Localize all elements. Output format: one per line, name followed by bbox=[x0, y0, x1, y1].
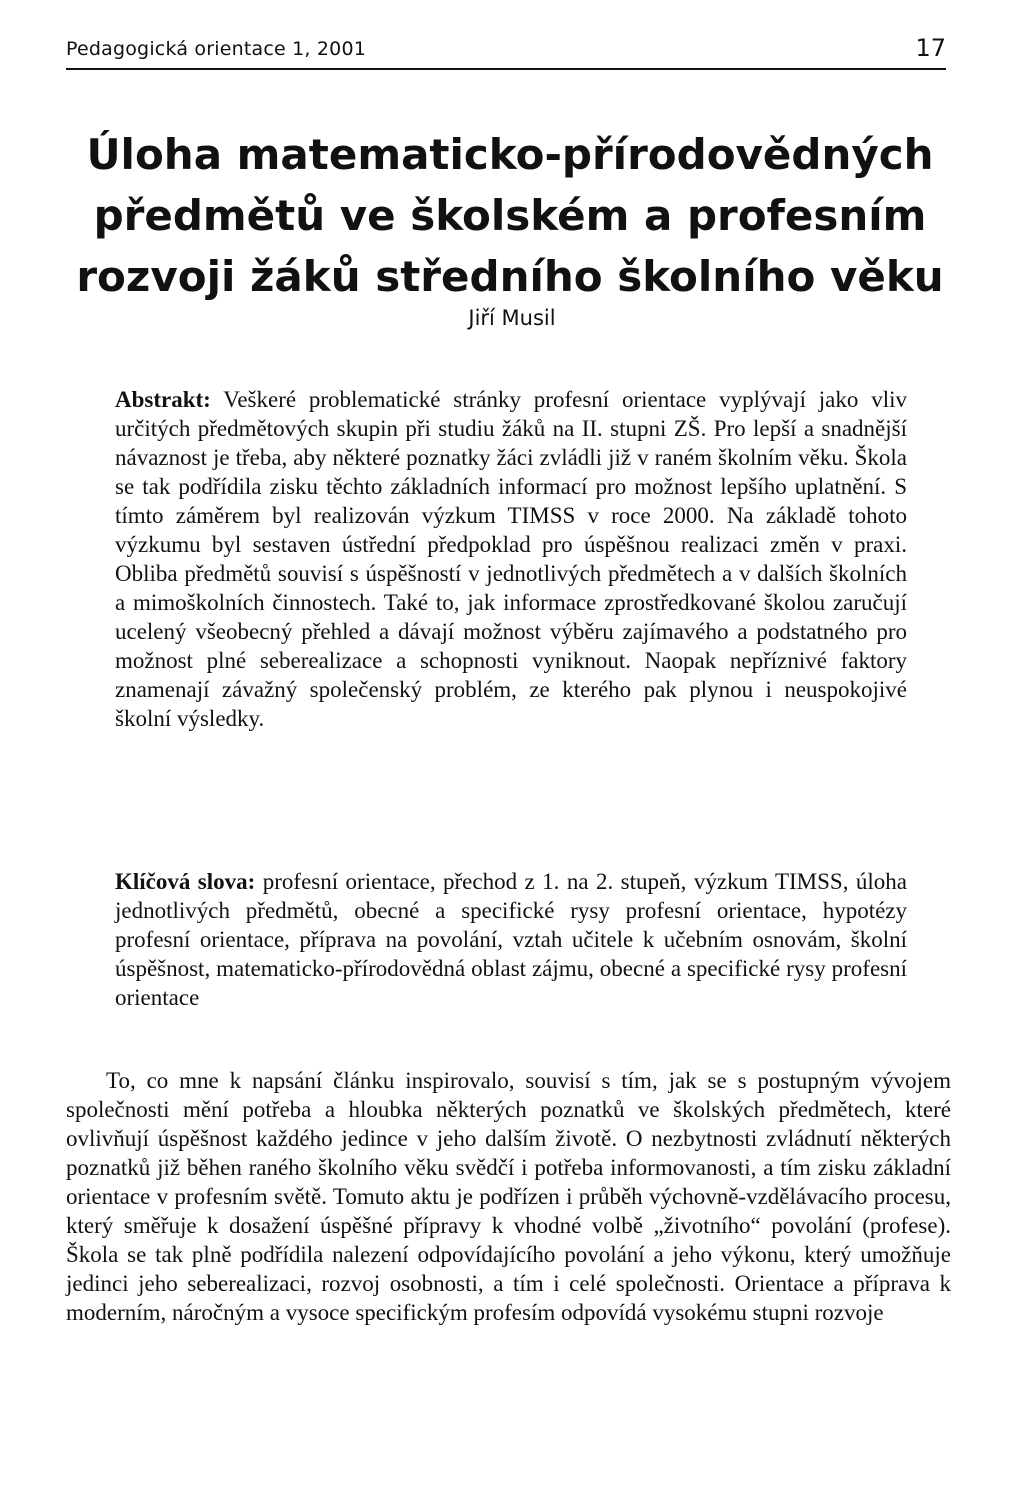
journal-running-title: Pedagogická orientace 1, 2001 bbox=[66, 38, 367, 60]
running-header bbox=[66, 36, 946, 70]
author-name: Jiří Musil bbox=[468, 306, 556, 330]
keywords-label: Klíčová slova: bbox=[115, 869, 256, 894]
article-title: Úloha matematicko-přírodovědných předmětů ve školském a profesním rozvoji žáků středního školního věku bbox=[76, 130, 944, 301]
abstract bbox=[115, 385, 907, 733]
abstract-text: Veškeré problematické stránky profesní orientace vyplývají jako vliv určitých předmětových skupin při studiu žáků na II. stupni ZŠ. Pro lepší a snadnější návaznost je třeba, aby některé poznatky žáci zvládli již v raném školním věku. Škola se tak podřídila zisku těchto základních informací pro možnost lepšího uplatnění. S tímto záměrem byl realizován výzkum TIMSS v roce 2000. Na základě tohoto výzkumu byl sestaven ústřední předpoklad pro úspěšnou realizaci změn v praxi. Obliba předmětů souvisí s úspěšností v jednotlivých předmětech a v dalších školních a mimoškolních činnostech. Také to, jak informace zprostředkované školou zaručují ucelený všeobecný přehled a dávají možnost výběru zajímavého a podstatného pro možnost plné seberealizace a schopnosti vyniknout. Naopak nepříznivé faktory znamenají závažný společenský problém, ze kterého pak plynou i neuspokojivé školní výsledky. bbox=[115, 387, 907, 731]
keywords bbox=[115, 867, 907, 1012]
abstract-label: Abstrakt: bbox=[115, 387, 211, 412]
keywords-text: profesní orientace, přechod z 1. na 2. stupeň, výzkum TIMSS, úloha jednotlivých předmětů, obecné a specifické rysy profesní orientace, hypotézy profesní orientace, příprava na povolání, vztah učitele k učebním osnovám, školní úspěšnost, matematicko-přírodovědná oblast zájmu, obecné a specifické rysy profesní orientace bbox=[115, 869, 907, 1010]
page-number: 17 bbox=[915, 34, 946, 62]
body-paragraph: To, co mne k napsání článku inspirovalo, souvisí s tím, jak se s postupným vývojem společnosti mění potřeba a hloubka některých poznatků ve školských předmětech, které ovlivňují úspěšnost každého jedince v jeho dalším životě. O nezbytnosti zvládnutí některých poznatků již běhen raného školního věku svědčí i potřeba informovanosti, a tím zisku základní orientace v profesním světě. Tomuto aktu je podřízen i průběh výchovně-vzdělávacího procesu, který směřuje k dosažení úspěšné přípravy k vhodné volbě „životního“ povolání (profese). Škola se tak plně podřídila nalezení odpovídajícího povolání a jeho výkonu, který umožňuje jedinci jeho seberealizaci, rozvoj osobnosti, a tím i celé společnosti. Orientace a příprava k moderním, náročným a vysoce specifickým profesím odpovídá vysokému stupni rozvoje bbox=[66, 1068, 951, 1325]
